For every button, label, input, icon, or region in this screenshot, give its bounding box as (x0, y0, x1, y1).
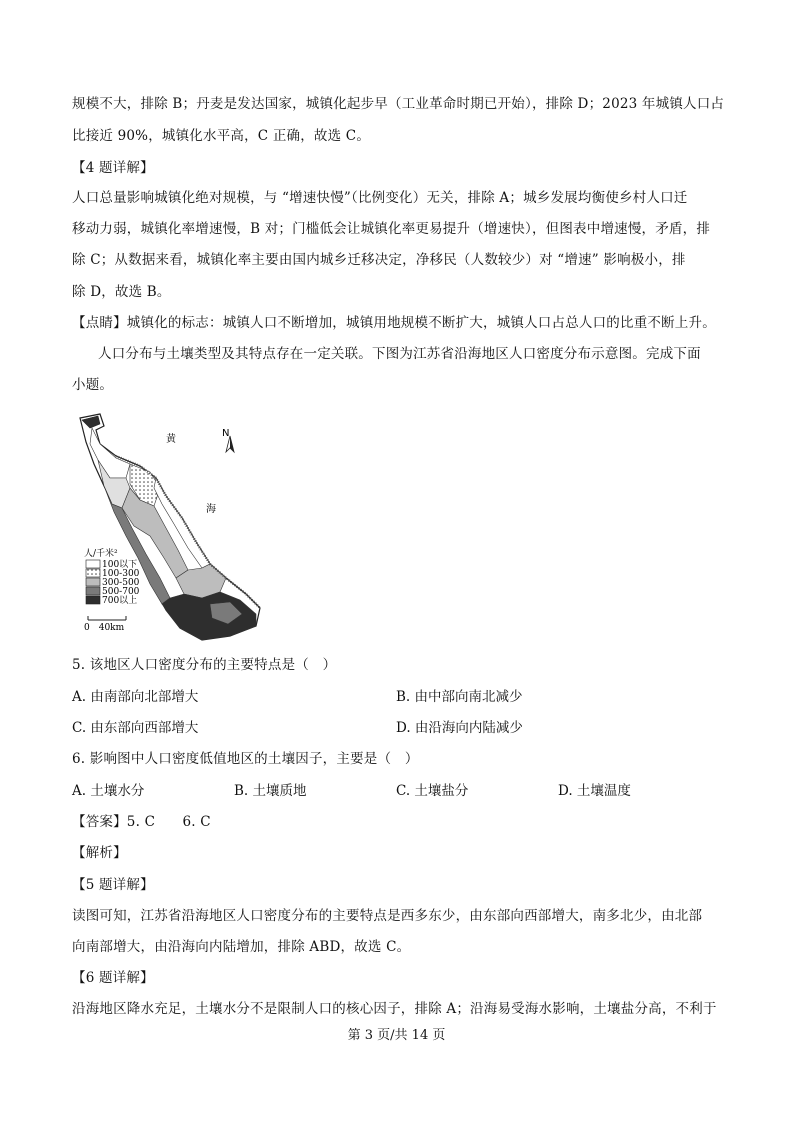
q6-option-d: D. 土壤温度 (558, 783, 631, 799)
text-line: 小题。 (72, 377, 114, 393)
north-arrow-icon (222, 428, 234, 452)
legend-swatch (86, 560, 100, 568)
section-heading: 【5 题详解】 (72, 877, 154, 893)
answer-line: 【答案】5. C 6. C (72, 814, 211, 830)
text-line: 除 C；从数据来看，城镇化率主要由国内城乡迁移决定，净移民（人数较少）对 “增速” 影响极小，排 (72, 252, 686, 268)
sea-label: 海 (206, 504, 216, 515)
q5-option-a: A. 由南部向北部增大 (72, 689, 199, 705)
q6-option-a: A. 土壤水分 (72, 783, 145, 799)
text-line: 规模不大，排除 B；丹麦是发达国家，城镇化起步早（工业革命时期已开始），排除 D；2023 年城镇人口占 (72, 96, 725, 112)
scale-bar (84, 616, 126, 633)
north-label: N (222, 428, 230, 439)
q5-option-b: B. 由中部向南北减少 (396, 689, 523, 705)
map-svg (70, 408, 270, 646)
legend-label: 100-300 (102, 569, 140, 579)
text-line: 除 D，故选 B。 (72, 284, 171, 300)
analysis-heading: 【解析】 (72, 845, 127, 861)
question-6: 6. 影响图中人口密度低值地区的土壤因子，主要是（ ） (72, 751, 419, 767)
sea-label: 黄 (166, 434, 176, 445)
legend-title: 人/千米² (84, 549, 118, 559)
q6-option-b: B. 土壤质地 (234, 783, 307, 799)
text-line: 移动力弱，城镇化率增速慢，B 对；门槛低会让城镇化率更易提升（增速快），但图表中增速慢，矛盾，排 (72, 221, 711, 237)
q5-option-c: C. 由东部向西部增大 (72, 720, 199, 736)
page-footer: 第 3 页/共 14 页 (347, 1028, 446, 1043)
text-line: 沿海地区降水充足，土壤水分不是限制人口的核心因子，排除 A；沿海易受海水影响，土壤盐分高，不利于 (72, 1001, 717, 1017)
legend-label: 300-500 (102, 578, 140, 588)
text-line: 人口总量影响城镇化绝对规模，与 “增速快慢”（比例变化）无关，排除 A；城乡发展均衡使乡村人口迁 (72, 190, 688, 206)
section-heading: 【4 题详解】 (72, 160, 154, 176)
text-line: 比接近 90%，城镇化水平高，C 正确，故选 C。 (72, 128, 371, 144)
legend-swatch (86, 596, 100, 604)
q5-option-d: D. 由沿海向内陆减少 (396, 720, 523, 736)
population-density-map (70, 408, 270, 646)
legend-label: 500-700 (102, 587, 140, 597)
question-5: 5. 该地区人口密度分布的主要特点是（ ） (72, 657, 337, 673)
map-legend (84, 547, 140, 606)
scale-label: 0 40km (84, 623, 125, 633)
section-heading: 【6 题详解】 (72, 970, 154, 986)
text-line: 读图可知，江苏省沿海地区人口密度分布的主要特点是西多东少，由东部向西部增大，南多北少，由北部 (72, 908, 703, 924)
legend-swatch (86, 569, 100, 577)
text-line: 人口分布与土壤类型及其特点存在一定关联。下图为江苏省沿海地区人口密度分布示意图。完成下面 (98, 346, 701, 362)
legend-swatch (86, 587, 100, 595)
q6-option-c: C. 土壤盐分 (396, 783, 469, 799)
legend-label: 700以上 (102, 596, 138, 606)
legend-swatch (86, 578, 100, 586)
text-line: 向南部增大，由沿海向内陆增加，排除 ABD，故选 C。 (72, 939, 411, 955)
legend-label: 100以下 (102, 560, 138, 570)
key-point: 【点睛】城镇化的标志：城镇人口不断增加，城镇用地规模不断扩大，城镇人口占总人口的比重不断上升。 (72, 315, 716, 331)
